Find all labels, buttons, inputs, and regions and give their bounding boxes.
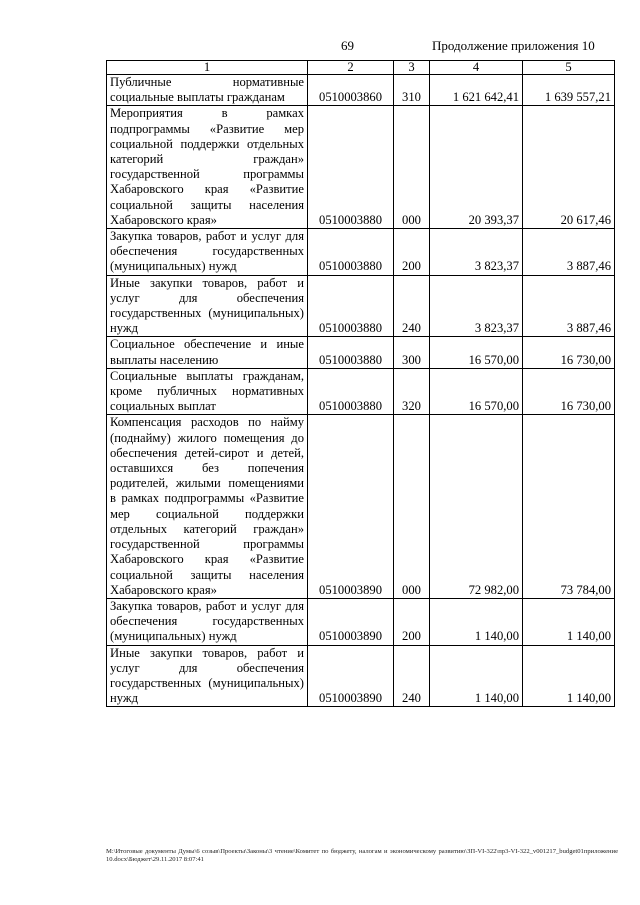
- row-code: 0510003860: [308, 75, 394, 106]
- row-amount-2: 16 730,00: [523, 368, 615, 415]
- row-name: Иные закупки товаров, работ и услуг для обеспечения государственных (муниципальных) нужд: [107, 645, 308, 707]
- row-type: 240: [394, 275, 430, 337]
- row-name: Иные закупки товаров, работ и услуг для обеспечения государственных (муниципальных) нужд: [107, 275, 308, 337]
- row-code: 0510003880: [308, 106, 394, 229]
- table-row: [107, 75, 615, 106]
- row-code: 0510003880: [308, 275, 394, 337]
- row-amount-1: 1 621 642,41: [430, 75, 523, 106]
- column-header: 2: [308, 61, 394, 75]
- column-header: 4: [430, 61, 523, 75]
- row-amount-2: 3 887,46: [523, 275, 615, 337]
- row-amount-1: 16 570,00: [430, 368, 523, 415]
- row-amount-2: 16 730,00: [523, 337, 615, 368]
- row-amount-2: 1 140,00: [523, 645, 615, 707]
- row-code: 0510003880: [308, 337, 394, 368]
- row-amount-2: 1 639 557,21: [523, 75, 615, 106]
- row-amount-1: 20 393,37: [430, 106, 523, 229]
- table-row: [107, 598, 615, 645]
- document-path-footer: M:\Итоговые документы Думы\6 созыв\Проекты\Законы\3 чтение\Комитет по бюджету, налогам и экономическому развитию\ЗП-VI-322\пр3-VI-322_v001217_budget01приложение 10.docx\Бюджет\29.11.2017 8:07:41: [106, 848, 618, 863]
- row-type: 200: [394, 598, 430, 645]
- row-amount-2: 73 784,00: [523, 415, 615, 598]
- row-code: 0510003890: [308, 598, 394, 645]
- row-amount-1: 3 823,37: [430, 275, 523, 337]
- table-header-row: [107, 61, 615, 75]
- table-row: [107, 337, 615, 368]
- row-name: Закупка товаров, работ и услуг для обеспечения государственных (муниципальных) нужд: [107, 598, 308, 645]
- row-amount-2: 3 887,46: [523, 229, 615, 276]
- table-row: [107, 415, 615, 598]
- row-amount-1: 1 140,00: [430, 645, 523, 707]
- table-row: [107, 645, 615, 707]
- row-code: 0510003880: [308, 368, 394, 415]
- row-amount-1: 3 823,37: [430, 229, 523, 276]
- table-row: [107, 229, 615, 276]
- row-name: Мероприятия в рамках подпрограммы «Развитие мер социальной поддержки отдельных категорий граждан» государственной программы Хабаровского края «Развитие социальной защиты населения Хабаровского края»: [107, 106, 308, 229]
- row-name: Компенсация расходов по найму (поднайму) жилого помещения до обеспечения детей-сирот и детей, оставшихся без попечения родителей, жилыми помещениями в рамках подпрограммы «Развитие мер социальной поддержки отдельных категорий граждан» государственной программы Хабаровского края «Развитие социальной защиты населения Хабаровского края»: [107, 415, 308, 598]
- row-type: 200: [394, 229, 430, 276]
- budget-table: [106, 60, 615, 707]
- page-number: 69: [341, 38, 354, 53]
- row-code: 0510003880: [308, 229, 394, 276]
- table-row: [107, 368, 615, 415]
- row-amount-1: 1 140,00: [430, 598, 523, 645]
- row-type: 240: [394, 645, 430, 707]
- column-header: 1: [107, 61, 308, 75]
- row-name: Публичные нормативные социальные выплаты гражданам: [107, 75, 308, 106]
- row-name: Закупка товаров, работ и услуг для обеспечения государственных (муниципальных) нужд: [107, 229, 308, 276]
- table-row: [107, 275, 615, 337]
- row-amount-1: 16 570,00: [430, 337, 523, 368]
- row-amount-2: 1 140,00: [523, 598, 615, 645]
- row-code: 0510003890: [308, 415, 394, 598]
- row-name: Социальное обеспечение и иные выплаты населению: [107, 337, 308, 368]
- row-amount-2: 20 617,46: [523, 106, 615, 229]
- row-type: 300: [394, 337, 430, 368]
- row-type: 000: [394, 415, 430, 598]
- table-row: [107, 106, 615, 229]
- row-code: 0510003890: [308, 645, 394, 707]
- row-type: 000: [394, 106, 430, 229]
- column-header: 5: [523, 61, 615, 75]
- continuation-label: Продолжение приложения 10: [432, 38, 595, 53]
- row-name: Социальные выплаты гражданам, кроме публичных нормативных социальных выплат: [107, 368, 308, 415]
- row-type: 320: [394, 368, 430, 415]
- column-header: 3: [394, 61, 430, 75]
- row-type: 310: [394, 75, 430, 106]
- row-amount-1: 72 982,00: [430, 415, 523, 598]
